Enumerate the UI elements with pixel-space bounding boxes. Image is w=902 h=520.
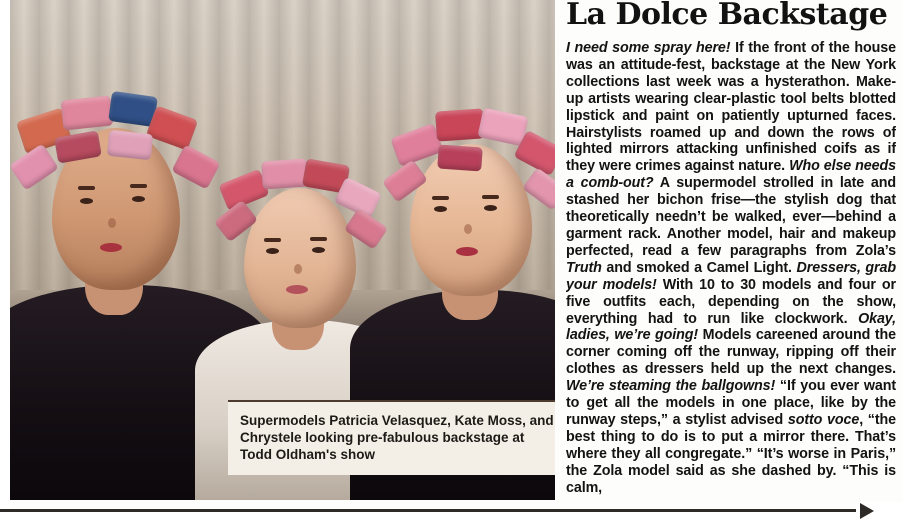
hair-curler — [10, 143, 59, 190]
page-bottom-white — [0, 512, 902, 520]
model-left-lips — [100, 243, 122, 252]
model-left-eye — [80, 198, 93, 204]
model-center-brow — [264, 238, 281, 242]
continued-arrow-icon — [856, 502, 902, 520]
model-right-brow — [482, 195, 499, 199]
photo-column — [10, 0, 555, 500]
model-center-lips — [286, 285, 308, 294]
model-right-eye — [484, 205, 497, 211]
model-left-brow — [78, 186, 95, 190]
model-left-eye — [132, 196, 145, 202]
hair-curler — [107, 130, 153, 160]
page-left-margin — [0, 0, 10, 520]
hair-curler — [146, 105, 198, 150]
article-column — [566, 0, 896, 504]
backstage-photo — [10, 0, 555, 500]
model-right-nose — [464, 224, 472, 234]
hair-curler — [437, 144, 483, 171]
photo-caption-text: Supermodels Patricia Velasquez, Kate Moss, and Chrystele looking pre-fabulous backstage at Todd Oldham's show — [240, 413, 554, 462]
hair-curler — [435, 108, 485, 141]
model-center-nose — [294, 264, 302, 274]
photo-caption — [228, 400, 555, 475]
article-headline: La Dolce Backstage — [566, 0, 888, 32]
hair-curler — [261, 158, 309, 189]
hair-curler — [61, 95, 114, 130]
model-center-eye — [312, 247, 325, 253]
model-center-brow — [310, 237, 327, 241]
model-left-nose — [108, 218, 116, 228]
model-left-brow — [130, 184, 147, 188]
model-right-brow — [432, 196, 449, 200]
article-body: I need some spray here! If the front of the house was an attitude-fest, backstage at the New York collections last week was a hysterathon. Make-up artists wearing clear-plastic tool belts blotted lipstick and paint on patiently upturned faces. Hairstylists roamed up and down the rows of lighted mirrors attacking unfinished coifs as if they were crimes against nature. Who else needs a comb-out? A supermodel strolled in late and stashed her bichon frise—the stylish dog that theoretically needn’t be walked, ever—behind a garment rack. Another model, hair and makeup perfected, read a few paragraphs from Zola’s Truth and smoked a Camel Light. Dressers, grab your models! With 10 to 30 models and four or five outfits each, depending on the show, everything had to run like clockwork. Okay, ladies, we’re going! Models careened around the corner coming off the runway, ripping off their clothes as dressers held up the next changes. We’re steaming the ballgowns! “If you ever want to get all the models in one place, like by the runway steps,” a stylist advised sotto voce, “the best thing to do is to put a mirror there. That’s where they all congregate.” “It’s worse in Paris,” the Zola model said as she dashed by. “This is calm, — [566, 40, 896, 496]
model-right-eye — [434, 206, 447, 212]
model-right-lips — [456, 247, 478, 256]
model-center-head — [244, 188, 356, 328]
model-center-eye — [266, 248, 279, 254]
